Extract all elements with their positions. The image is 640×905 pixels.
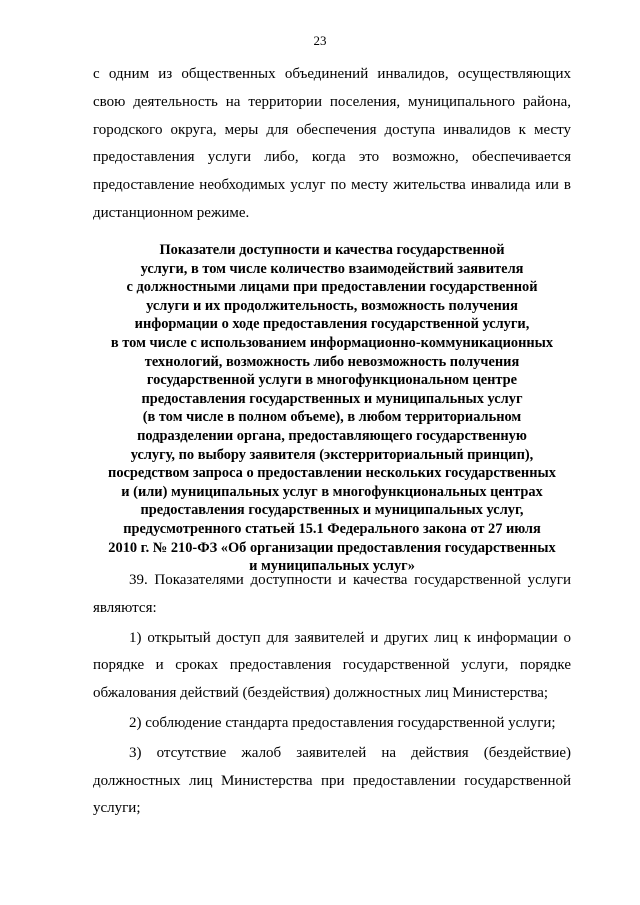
page-number: 23 — [313, 33, 327, 48]
heading-line: посредством запроса о предоставлении нескольких государственных — [108, 465, 556, 482]
heading-line: в том числе с использованием информационно-коммуникационных — [110, 334, 554, 351]
heading-line: с должностными лицами при предоставлении государственной — [126, 279, 538, 296]
heading-line: предоставления государственных и муниципальных услуг — [141, 390, 523, 407]
heading-line: услуги и их продолжительность, возможность получения — [146, 297, 518, 314]
heading-line: технологий, возможность либо невозможность получения — [144, 353, 520, 370]
heading-line: Показатели доступности и качества государственной — [159, 242, 505, 258]
intro-paragraph: с одним из общественных объединений инвалидов, осуществляющих свою деятельность на территории поселения, муниципального района, городского округа, меры для обеспечения доступа инвалидов к месту предоставления услуги либо, когда это возможно, обеспечивается предоставление необходимых услуг по месту жительства инвалида или в дистанционном режиме. — [93, 66, 571, 221]
body-section — [93, 567, 571, 823]
heading-line: услуги, в том числе количество взаимодействий заявителя — [140, 260, 524, 277]
heading-line: 2010 г. № 210-ФЗ «Об организации предоставления государственных — [108, 539, 556, 556]
heading-line: и (или) муниципальных услуг в многофункциональных центрах — [121, 483, 543, 500]
heading-line: предусмотренного статьей 15.1 Федерального закона от 27 июля — [123, 520, 541, 537]
intro-paragraph-block — [93, 61, 571, 228]
heading-line: услугу, по выбору заявителя (экстерриториальный принцип), — [130, 446, 534, 463]
heading-line: предоставления государственных и муниципальных услуг, — [140, 502, 524, 519]
list-item-2: 2) соблюдение стандарта предоставления государственной услуги; — [129, 714, 556, 731]
heading-line: (в том числе в полном объеме), в любом территориальном — [142, 409, 522, 426]
list-item-3: 3) отсутствие жалоб заявителей на действия (бездействие) должностных лиц Министерства при предоставлении государственной услуги; — [93, 744, 571, 817]
section-heading — [88, 241, 576, 576]
heading-line: информации о ходе предоставления государственной услуги, — [134, 316, 530, 333]
paragraph-39: 39. Показателями доступности и качества государственной услуги являются: — [93, 572, 571, 616]
heading-line: государственной услуги в многофункциональном центре — [146, 372, 518, 389]
heading-line: подразделении органа, предоставляющего государственную — [137, 427, 527, 444]
list-item-1: 1) открытый доступ для заявителей и других лиц к информации о порядке и сроках предоставления государственной услуги, порядке обжалования действий (бездействия) должностных лиц Министерства; — [93, 629, 571, 702]
heading-line: и муниципальных услуг» — [249, 558, 415, 575]
